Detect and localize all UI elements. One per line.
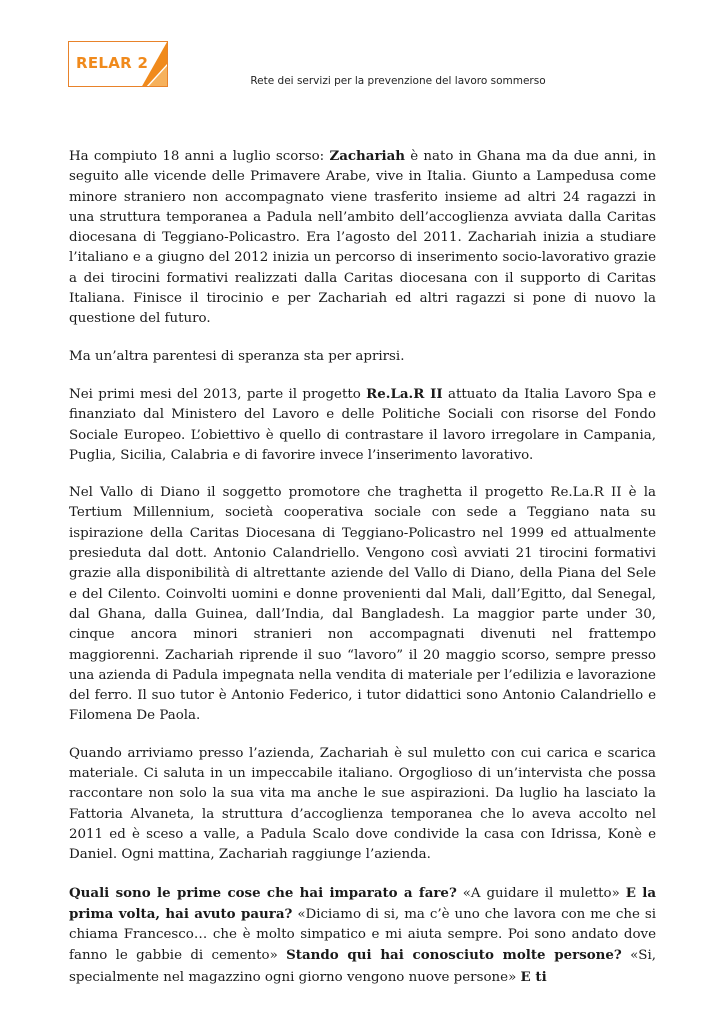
bold-text: Zachariah (329, 148, 406, 164)
text-run: «Si, specialmente nel magazzino ogni giorno vengono nuove persone» (69, 948, 657, 985)
text-run: «Diciamo di si, ma c’è uno che lavora con me che si chiama Francesco… che è molto simpatico e mi aiuta sempre. Poi sono andato dove fanno le gabbie di cemento» (69, 906, 656, 964)
article-body (69, 146, 656, 1005)
paragraph (69, 347, 656, 367)
header-title: Rete dei servizi per la prevenzione del lavoro sommerso (250, 75, 546, 87)
bold-text: Re.La.R II (366, 385, 443, 402)
bold-text: E ti (520, 968, 547, 985)
paragraph (69, 483, 656, 727)
text-run: attuato da Italia Lavoro Spa e finanziato dal Ministero del Lavoro e delle Politiche Sociali con risorse del Fondo Sociale Europeo. L’obiettivo è quello di contrastare il lavoro irregolare in Campania, Puglia, Sicilia, Calabria e di favorire invece l’inserimento lavorativo. (69, 386, 656, 463)
text-run: Ma un’altra parentesi di speranza sta per aprirsi. (69, 348, 405, 364)
text-run: Ha compiuto 18 anni a luglio scorso: (69, 149, 330, 164)
paragraph (69, 744, 656, 866)
paragraph (69, 384, 656, 466)
logo-text: RELAR 2 (76, 54, 149, 72)
text-run: Quando arriviamo presso l’azienda, Zachariah è sul muletto con cui carica e scarica materiale. Ci saluta in un impeccabile italiano. Orgoglioso di un’intervista che possa raccontare non solo la sua vita ma anche le sue aspirazioni. Da luglio ha lasciato la Fattoria Alvaneta, la struttura d’accoglienza temporanea che lo aveva accolto nel 2011 ed è sceso a valle, a Padula Scalo dove condivide la casa con Idrissa, Konè e Daniel. Ogni mattina, Zachariah raggiunge l’azienda. (69, 745, 656, 863)
text-run: Nei primi mesi del 2013, parte il progetto (69, 386, 367, 402)
bold-text: E la prima volta, hai avuto paura? (69, 884, 656, 922)
text-run: «A guidare il muletto» (456, 885, 626, 901)
bold-text: Stando qui hai conosciuto molte persone? (286, 947, 622, 964)
paragraph (69, 883, 656, 988)
text-run: Nel Vallo di Diano il soggetto promotore che traghetta il progetto Re.La.R II è la Tertium Millennium, società cooperativa sociale con sede a Teggiano nata su ispirazione della Caritas Diocesana di Teggiano-Policastro nel 1999 ed attualmente presieduta dal dott. Antonio Calandriello. Vengono così avviati 21 tirocini formativi grazie alla disponibilità di altrettante aziende del Vallo di Diano, della Piana del Sele e del Cilento. Coinvolti uomini e donne provenienti dal Mali, dall’Egitto, dal Senegal, dal Ghana, dalla Guinea, dall’India, dal Bangladesh. La maggior parte under 30, cinque ancora minori stranieri non accompagnati divenuti nel frattempo maggiorenni. Zachariah riprende il suo “lavoro” il 20 maggio scorso, sempre presso una azienda di Padula impegnata nella vendita di materiale per l’edilizia e lavorazione del ferro. Il suo tutor è Antonio Federico, i tutor didattici sono Antonio Calandriello e Filomena De Paola. (69, 485, 656, 724)
paragraph (69, 146, 656, 330)
bold-text: Quali sono le prime cose che hai imparato a fare? (69, 884, 457, 901)
text-run: è nato in Ghana ma da due anni, in seguito alle vicende delle Primavere Arabe, vive in Italia. Giunto a Lampedusa come minore straniero non accompagnato viene trasferito insieme ad altri 24 ragazzi in una struttura temporanea a Padula nell’ambito dell’accoglienza avviata dalla Caritas diocesana di Teggiano-Policastro. Era l’agosto del 2011. Zachariah inizia a studiare l’italiano e a giugno del 2012 inizia un percorso di inserimento socio-lavorativo grazie a dei tirocini formativi realizzati dalla Caritas diocesana con il supporto di Caritas Italiana. Finisce il tirocinio e per Zachariah ed altri ragazzi si pone di nuovo la questione del futuro. (69, 149, 656, 327)
